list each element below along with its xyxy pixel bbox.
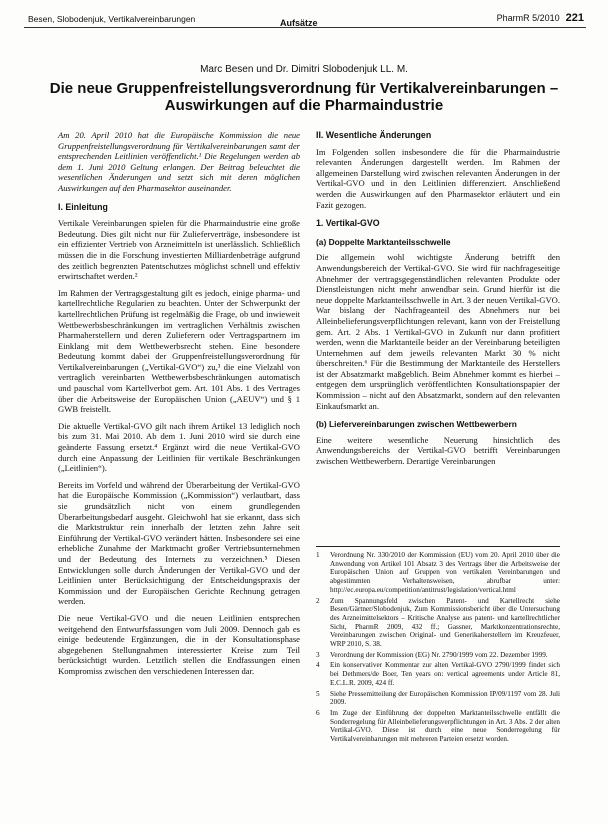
footnote bbox=[316, 709, 560, 744]
left-column bbox=[58, 130, 300, 683]
body-paragraph: Im Folgenden sollen insbesondere die für die Pharmaindustrie relevanten Änderungen dargestellt werden. Im Rahmen der allgemeinen Darstellung wird zwischen relevanten Änderungen in der Vertikal-GVO und in den Leitlinien differenziert. Anschließend werden die Auswirkungen auf den Pharmasektor erläutert und ein Fazit gezogen. bbox=[316, 146, 560, 210]
body-paragraph: Die aktuelle Vertikal-GVO gilt nach ihrem Artikel 13 lediglich noch bis zum 31. Mai 2010. Ab dem 1. Juni 2010 wird sie durch eine geänderte Fassung ersetzt.⁴ Ergänzt wird die neue Vertikal-GVO durch eine Anpassung der Leitlinien für vertikale Beschränkungen („Leitlinien“). bbox=[58, 420, 300, 474]
body-paragraph: Im Rahmen der Vertragsgestaltung gilt es jedoch, einige pharma- und kartellrechtliche Regularien zu beachten. Unter der Schwerpunkt der kartellrechtlichen Prüfung ist regelmäßig die Frage, ob und inwieweit Wettbewerbsbeschränkungen im vertraglichen Verhältnis zwischen Pharmaherstellern und deren Zulieferern oder Vertragspartnern im Einklang mit dem Wettbewerbsrecht stehen. Eine besondere Bedeutung kommt dabei der Gruppenfreistellungsverordnung für Vertikalvereinbarungen („Vertikal-GVO“) zu,³ die eine Vielzahl von vertraglich vereinbarten Wettbewerbsbeschränkungen automatisch und pauschal vom Kartellverbot gem. Art. 101 Abs. 1 des Vertrages über die Arbeitsweise der Europäischen Union („AEUV“) und § 1 GWB freistellt. bbox=[58, 287, 300, 415]
article-title: Die neue Gruppenfreistellungsverordnung für Vertikalvereinbarungen – Auswirkungen auf die Pharmaindustrie bbox=[49, 80, 559, 114]
journal-page bbox=[497, 12, 584, 24]
footnote-number: 6 bbox=[316, 708, 320, 717]
footnote-number: 3 bbox=[316, 650, 320, 659]
footnote bbox=[316, 597, 560, 649]
footnote bbox=[316, 651, 560, 660]
body-paragraph: Bereits im Vorfeld und während der Überarbeitung der Vertikal-GVO hat die Europäische Kommission („Kommission“) verlautbart, dass sie grundsätzlich nicht von einem grundlegenden Überarbeitungsbedarf ausgeht. Gleichwohl hat sie erkannt, dass sich die Marktstruktur rein innerhalb der letzten zehn Jahre seit Einführung der Vertikal-GVO verändert hätten. Insbesondere sei eine erhebliche Zunahme der Marktmacht großer Vertriebsunternehmen und der Bedeutung des Internets zu verzeichnen.⁵ Diesen Entwicklungen solle durch Änderungen der Vertikal-GVO und der Leitlinien unter Berücksichtigung der Entscheidungspraxis der Kommission und der Europäischen Gerichte Rechnung getragen werden. bbox=[58, 479, 300, 607]
footnote-number: 1 bbox=[316, 551, 320, 559]
footnote bbox=[316, 551, 560, 595]
body-paragraph: Eine weitere wesentliche Neuerung hinsichtlich des Anwendungsbereichs der Vertikal-GVO betrifft Vereinbarungen zwischen Wettbewerbern. Derartige Vereinbarungen bbox=[316, 434, 560, 467]
footnote bbox=[316, 661, 560, 687]
footnote-text: Siehe Pressemitteilung der Europäischen Kommission IP/09/1197 vom 28. Juli 2009. bbox=[330, 689, 560, 707]
subsection-heading-supply-agreements: (b) Liefervereinbarungen zwischen Wettbewerbern bbox=[316, 419, 517, 430]
right-column bbox=[316, 130, 560, 473]
body-paragraph: Vertikale Vereinbarungen spielen für die Pharmaindustrie eine große Bedeutung. Dies gilt nicht nur für Zulieferverträge, insbesondere ist ein effizienter Vertrieb von Arzneimitteln ist unerlässlich. Schließlich müssen die in die Forschung investierten Milliardenbeträge aufgrund des zeitlich begrenzten Patentschutzes möglichst schnell und effektiv erwirtschaftet werden.² bbox=[58, 218, 300, 282]
body-paragraph: Die allgemein wohl wichtigste Änderung betrifft den Anwendungsbereich der Vertikal-GVO. Sie wird für nachfrageseitige Abnehmer der vertragsgegenständlichen relevanten Produkte oder Dienstleistungen nicht mehr anwendbar sein. Grund hierfür ist die neue doppelte Marktanteilsschwelle in Art. 3 der neuen Vertikal-GVO. War bislang der Nachfrageanteil des Abnehmers nur bei Alleinbelieferungsverpflichtungen relevant, kann von der Freistellung gem. Art. 2 Abs. 1 Vertikal-GVO in Zukunft nur dann profitiert werden, wenn die Marktanteile beider an der Vereinbarung beteiligten Unternehmen auf dem jeweils relevanten Markt 30 % nicht überschreiten.⁶ Für die Bestimmung der Marktanteile des Herstellers ist der Absatzmarkt maßgeblich. Beim Abnehmer kommt es hierbei – entgegen dem ursprünglich veröffentlichten Konsultationspapier der Kommission – nicht auf den Absatzmarkt, sondern auf den relevanten Einkaufsmarkt an. bbox=[316, 252, 560, 411]
running-header-authors: Besen, Slobodenjuk, Vertikalvereinbarungen bbox=[28, 14, 196, 24]
article-authors: Marc Besen und Dr. Dimitri Slobodenjuk LL. M. bbox=[200, 64, 408, 75]
footnote-text: Ein konservativer Kommentar zur alten Vertikal-GVO 2790/1999 findet sich bei Dethmers/de Boer, Ten years on: vertical agreements under Article 81, E.C.L.R. 2009, 424 ff. bbox=[330, 661, 560, 687]
subsection-heading-market-share: (a) Doppelte Marktanteilsschwelle bbox=[316, 236, 451, 247]
page-number: 221 bbox=[565, 12, 584, 24]
footnote-text: Verordnung Nr. 330/2010 der Kommission (EU) vom 20. April 2010 über die Anwendung von Artikel 101 Absatz 3 des Vertrags über die Arbeitsweise der Europäischen Union auf Gruppen von vertikalen Vereinbarungen und abgestimmten Verhaltensweisen, abrufbar unter: http://ec.europa.eu/competition/antitrust/legislation/vertical.html bbox=[330, 551, 560, 594]
abstract: Am 20. April 2010 hat die Europäische Kommission die neue Gruppenfreistellungsverordnung für Vertikalvereinbarungen samt der entsprechenden Leitlinien veröffentlicht.¹ Die Regelungen werden ab dem 1. Juni 2010 Geltung erlangen. Der Beitrag beleuchtet die wesentlichen Änderungen und setzt sich mit deren möglichen Auswirkungen auf den Pharmasektor auseinander. bbox=[58, 130, 300, 193]
subheading-vertical-gvo: 1. Vertikal-GVO bbox=[316, 218, 380, 229]
footnote-number: 5 bbox=[316, 689, 320, 698]
footnote-text: Zum Spannungsfeld zwischen Patent- und Kartellrecht siehe Besen/Gärtner/Slobodenjuk, Zum Kommissionsbericht über die Untersuchung des Arzneimittelsektors – Kritische Analyse aus patent- und kartellrechtlicher Sicht, PharmR 2009, 432 ff.; Gassner, Marktkonzentrationsrechte, Vereinbarungen zwischen Original- und Generikaherstellern im Kreuzfeuer, WRP 2010, S. 38. bbox=[330, 596, 560, 649]
journal-issue: PharmR 5/2010 bbox=[496, 13, 560, 23]
section-label: Aufsätze bbox=[280, 18, 318, 28]
section-heading-changes: II. Wesentliche Änderungen bbox=[316, 130, 432, 140]
header-rule bbox=[24, 27, 586, 28]
footnote-number: 2 bbox=[316, 596, 320, 605]
body-paragraph: Die neue Vertikal-GVO und die neuen Leitlinien entsprechen weitgehend den Entwurfsfassungen vom Juli 2009. Dennoch gab es einige bedeutende Ergänzungen, die in der Konsultationsphase abgegebenen Stellungnahmen interessierter Kreise zum Teil berücksichtigt wurden. Letztlich stellen die Endfassungen einen Kompromiss zwischen den verschiedenen Interessen dar. bbox=[58, 612, 300, 676]
footnote-text: Im Zuge der Einführung der doppelten Marktanteilsschwelle entfällt die Sonderregelung für Alleinbelieferungsverpflichtungen in Art. 3 Abs. 2 der alten Vertikal-GVO. Diese ist durch eine neue Sonderregelung für Vertikalvereinbarungen mit mehreren Parteien ersetzt worden. bbox=[330, 708, 560, 744]
footnotes bbox=[316, 546, 560, 746]
section-heading-introduction: I. Einleitung bbox=[58, 201, 108, 212]
footnote bbox=[316, 690, 560, 707]
footnote-number: 4 bbox=[316, 661, 320, 670]
footnote-text: Verordnung der Kommission (EG) Nr. 2790/1999 vom 22. Dezember 1999. bbox=[330, 650, 548, 659]
